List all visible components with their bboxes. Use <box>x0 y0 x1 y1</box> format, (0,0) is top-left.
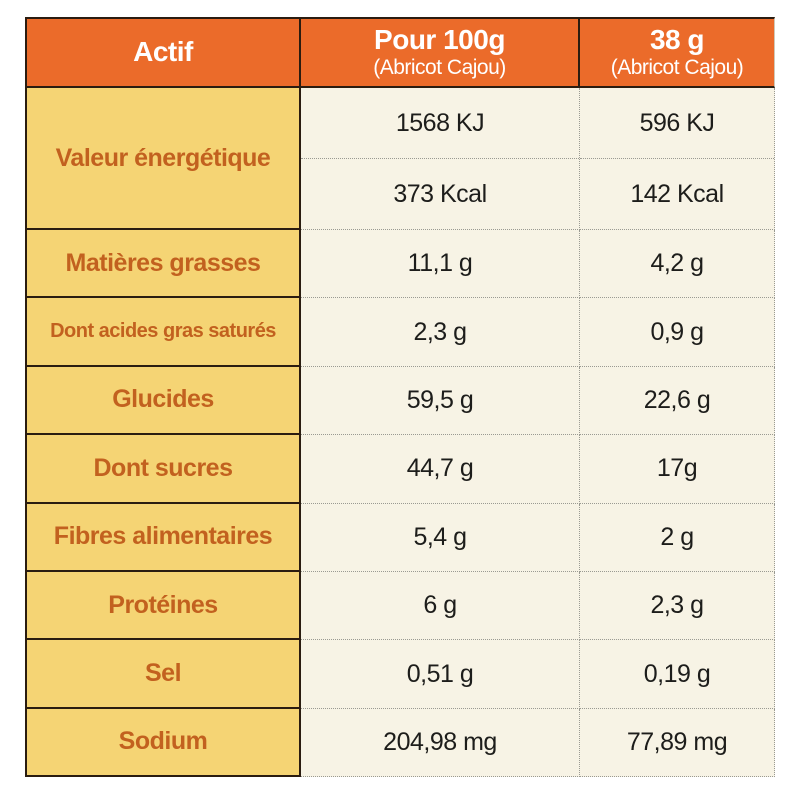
value-glucides-per-100g: 59,5 g <box>301 367 580 435</box>
value-acides-gras-satures-per-100g: 2,3 g <box>301 298 580 366</box>
row-label-sel <box>25 640 301 708</box>
label-text: Glucides <box>112 385 214 414</box>
label-text: Dont sucres <box>93 453 233 482</box>
value-fibres-alimentaires-per-38g: 2 g <box>580 504 775 572</box>
energy-values-per-100g <box>301 88 580 230</box>
label-text: Protéines <box>108 590 218 619</box>
energy-kj-per-100g: 1568 KJ <box>301 88 579 159</box>
energy-kcal-per-38g: 142 Kcal <box>630 179 724 208</box>
header-actif-label: Actif <box>133 36 193 68</box>
row-label-dont-sucres <box>25 435 301 503</box>
header-per-100g-subtitle: (Abricot Cajou) <box>373 55 506 79</box>
value-sodium-per-100g: 204,98 mg <box>301 709 580 777</box>
row-label-matieres-grasses <box>25 230 301 298</box>
value-proteines-per-38g: 2,3 g <box>580 572 775 640</box>
value-sel-per-100g: 0,51 g <box>301 640 580 708</box>
label-text: Sel <box>144 659 182 688</box>
label-text: Valeur énergétique <box>55 143 271 172</box>
header-cell-per-100g <box>301 17 580 88</box>
value-glucides-per-38g: 22,6 g <box>580 367 775 435</box>
value-fibres-alimentaires-per-100g: 5,4 g <box>301 504 580 572</box>
energy-values-per-38g <box>580 88 775 230</box>
value-matieres-grasses-per-38g: 4,2 g <box>580 230 775 298</box>
value-dont-sucres-per-100g: 44,7 g <box>301 435 580 503</box>
header-cell-actif <box>25 17 301 88</box>
header-cell-per-38g <box>580 17 775 88</box>
header-per-100g-title: Pour 100g <box>374 24 505 56</box>
label-text: Matières grasses <box>65 248 261 277</box>
energy-kcal-per-100g: 373 Kcal <box>393 179 487 208</box>
row-label-proteines <box>25 572 301 640</box>
label-text: Dont acides gras saturés <box>50 320 276 343</box>
label-text: Sodium <box>118 727 208 756</box>
row-label-fibres-alimentaires <box>25 504 301 572</box>
energy-kj-per-38g: 596 KJ <box>580 88 774 159</box>
nutrition-table <box>25 17 775 777</box>
value-sodium-per-38g: 77,89 mg <box>580 709 775 777</box>
header-per-38g-title: 38 g <box>649 24 705 56</box>
value-sel-per-38g: 0,19 g <box>580 640 775 708</box>
header-per-38g-subtitle: (Abricot Cajou) <box>610 55 744 79</box>
row-label-sodium <box>25 709 301 777</box>
label-text: Fibres alimentaires <box>53 522 273 551</box>
value-proteines-per-100g: 6 g <box>301 572 580 640</box>
row-label-glucides <box>25 367 301 435</box>
row-label-valeur-energetique <box>25 88 301 230</box>
value-acides-gras-satures-per-38g: 0,9 g <box>580 298 775 366</box>
row-label-acides-gras-satures <box>25 298 301 366</box>
value-dont-sucres-per-38g: 17g <box>580 435 775 503</box>
value-matieres-grasses-per-100g: 11,1 g <box>301 230 580 298</box>
